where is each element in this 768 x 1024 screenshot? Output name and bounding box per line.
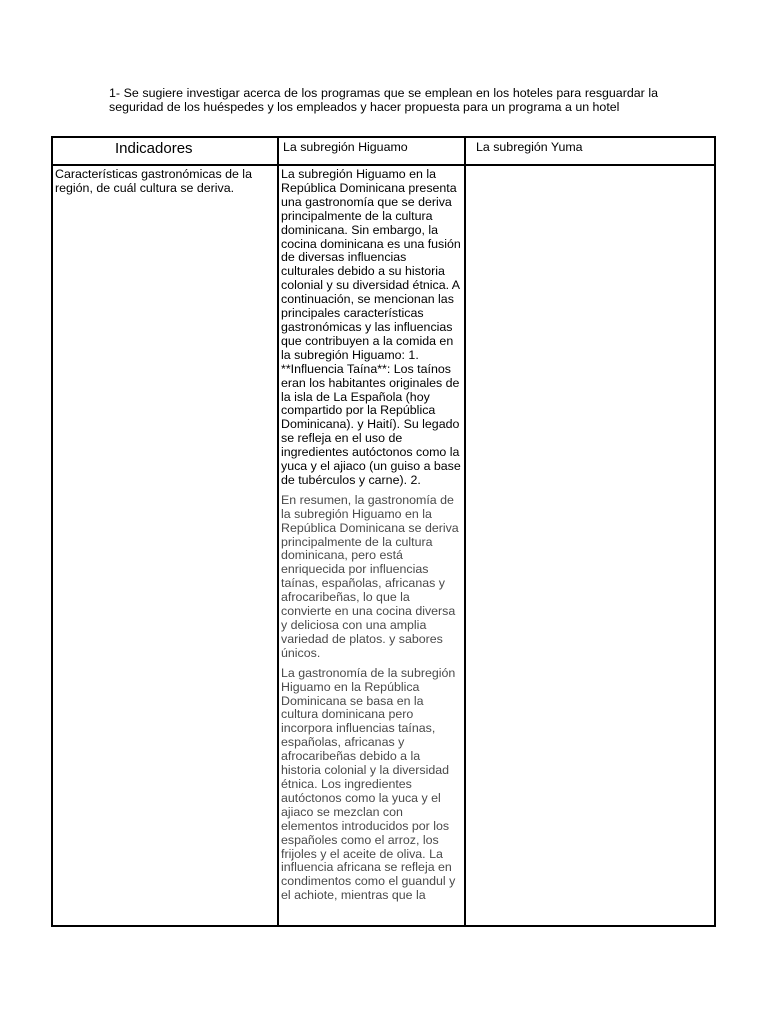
indicators-table bbox=[51, 136, 716, 927]
higuamo-paragraph-1: La subregión Higuamo en la República Dominicana presenta una gastronomía que se deriva principalmente de la cultura dominicana. Sin embargo, la cocina dominicana es una fusión de diversas influencias culturales debido a su historia colonial y su diversidad étnica. A continuación, se mencionan las principales características gastronómicas y las influencias que contribuyen a la comida en la subregión Higuamo: 1. **Influencia Taína**: Los taínos eran los habitantes originales de la isla de La Española (hoy compartido por la República Dominicana). y Haití). Su legado se refleja en el uso de ingredientes autóctonos como la yuca y el ajiaco (un guiso a base de tubérculos y carne). 2. bbox=[281, 167, 461, 487]
header-higuamo: La subregión Higuamo bbox=[283, 140, 408, 154]
intro-paragraph: 1- Se sugiere investigar acerca de los programas que se emplean en los hoteles para resguardar la seguridad de los huéspedes y los empleados y hacer propuesta para un programa a un hotel bbox=[109, 86, 658, 114]
higuamo-cell bbox=[277, 166, 464, 925]
indicator-cell bbox=[53, 166, 277, 925]
indicator-text: Características gastronómicas de la región, de cuál cultura se deriva. bbox=[55, 167, 252, 195]
table-row bbox=[53, 166, 714, 925]
higuamo-paragraph-2: En resumen, la gastronomía de la subregión Higuamo en la República Dominicana se deriva principalmente de la cultura dominicana, pero está enriquecida por influencias taínas, españolas, africanas y afrocaribeñas, lo que la convierte en una cocina diversa y deliciosa con una amplia variedad de platos. y sabores únicos. bbox=[281, 492, 459, 660]
header-cell-indicadores bbox=[53, 138, 277, 164]
header-cell-yuma bbox=[464, 138, 714, 164]
yuma-cell bbox=[464, 166, 714, 925]
higuamo-paragraph-3: La gastronomía de la subregión Higuamo en la República Dominicana se basa en la cultura dominicana pero incorpora influencias taínas, españolas, africanas y afrocaribeñas debido a la historia colonial y la diversidad étnica. Los ingredientes autóctonos como la yuca y el ajiaco se mezclan con elementos introducidos por los españoles como el arroz, los frijoles y el aceite de oliva. La influencia africana se refleja en condimentos como el guandul y el achiote, mientras que la bbox=[281, 665, 456, 903]
table-header-row bbox=[53, 138, 714, 166]
header-cell-higuamo bbox=[277, 138, 464, 164]
header-yuma: La subregión Yuma bbox=[476, 140, 583, 154]
header-indicadores: Indicadores bbox=[115, 140, 193, 157]
